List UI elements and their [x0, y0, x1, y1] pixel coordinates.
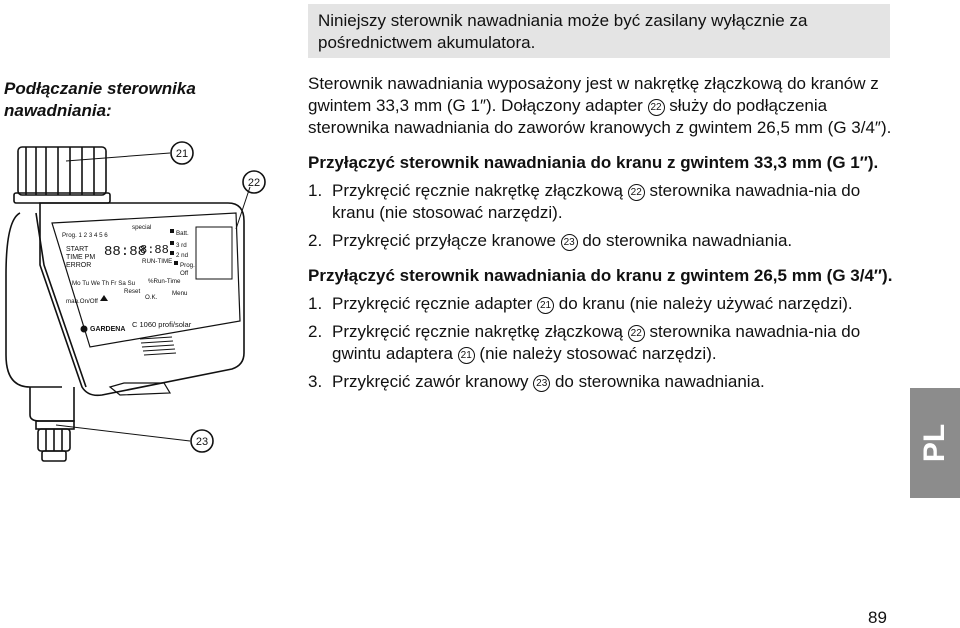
list-item: 3. Przykręcić zawór kranowy 23 do sterownika nawadniania. — [308, 372, 765, 391]
language-tab: PL — [910, 388, 960, 498]
panel-reset: Reset — [124, 288, 141, 295]
panel-days: Mo Tu We Th Fr Sa Su — [72, 280, 136, 287]
heading-g34: Przyłączyć sterownik nawadniania do kranu z gwintem 26,5 mm (G 3/4″). — [308, 266, 893, 285]
ref-22-icon: 22 — [648, 99, 665, 116]
ref-21-icon: 21 — [458, 347, 475, 364]
steps-g34 — [308, 293, 898, 393]
list-item: 1. Przykręcić ręcznie adapter 21 do kranu (nie należy używać narzędzi). — [308, 294, 853, 313]
ref-22-icon: 22 — [628, 184, 645, 201]
list-item: 2. Przykręcić przyłącze kranowe 23 do sterownika nawadniania. — [308, 231, 793, 250]
steps-g1 — [308, 180, 898, 252]
panel-3rd: 3 rd — [176, 242, 187, 249]
list-item: 1. Przykręcić ręcznie nakrętkę złączkową 22 sterownika nawadnia-nia do kranu (nie stosować narzędzi). — [308, 181, 861, 222]
ref-23-icon: 23 — [561, 234, 578, 251]
panel-2nd: 2 nd — [176, 252, 189, 259]
page-number: 89 — [868, 608, 887, 627]
panel-prog-row: Prog. 1 2 3 4 5 6 — [62, 232, 108, 239]
panel-start: START — [66, 246, 89, 253]
coupling-nut-top — [18, 147, 106, 195]
ref-23-icon: 23 — [533, 375, 550, 392]
panel-batt: Batt. — [176, 230, 189, 237]
callout-22-label: 22 — [247, 177, 261, 189]
main-text — [308, 73, 898, 399]
list-item: 2. Przykręcić ręcznie nakrętkę złączkową 22 sterownika nawadnia-nia do gwintu adaptera 21 (nie należy stosować narzędzi). — [308, 322, 861, 363]
ref-21-icon: 21 — [537, 297, 554, 314]
section-heading-connecting: Podłączanie sterownika nawadniania: — [4, 79, 196, 120]
callout-23-label: 23 — [195, 436, 209, 448]
panel-digits: 88:88 — [104, 244, 147, 260]
panel-model: C 1060 profi/solar — [132, 320, 192, 329]
panel-off: Off — [180, 270, 189, 277]
heading-g1: Przyłączyć sterownik nawadniania do kranu z gwintem 33,3 mm (G 1″). — [308, 153, 879, 172]
callout-21-label: 21 — [175, 148, 189, 160]
panel-run-time: RUN-TIME — [142, 258, 173, 265]
panel-digits2: 8:88 — [140, 243, 169, 257]
panel-prog: Prog. — [180, 262, 195, 269]
controller-illustration — [0, 125, 300, 465]
panel-ok: O.K. — [145, 294, 158, 301]
battery-note: Niniejszy sterownik nawadniania może być zasilany wyłącznie za pośrednictwem akumulatora. — [308, 4, 890, 58]
ref-22-icon: 22 — [628, 325, 645, 342]
panel-pct-run-time: %Run-Time — [148, 278, 181, 285]
panel-man-onoff: man.On/Off — [66, 298, 98, 305]
intro-paragraph: Sterownik nawadniania wyposażony jest w nakrętkę złączkową do kranów z gwintem 33,3 mm (G 1″). Dołączony adapter 22 służy do podłączenia sterownika nawadniania do zaworów kranowych z gwintem 26,5 mm (G 3/4″). — [308, 74, 892, 137]
panel-menu: Menu — [172, 290, 188, 297]
panel-time-pm: TIME PM — [66, 254, 96, 261]
panel-error: ERROR — [66, 262, 92, 269]
panel-brand: GARDENA — [90, 326, 126, 333]
panel-special: special — [132, 224, 152, 231]
